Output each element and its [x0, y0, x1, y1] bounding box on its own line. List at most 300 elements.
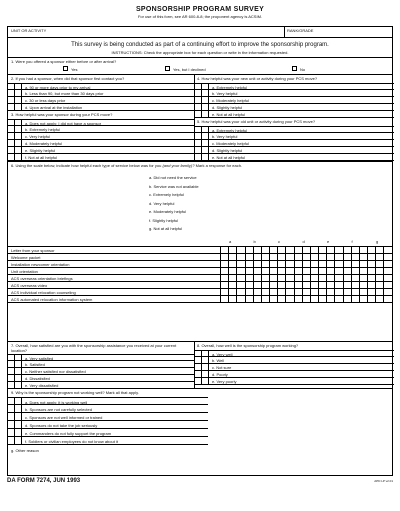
q3-option-row [8, 126, 194, 133]
q5-option-checkbox[interactable] [201, 140, 209, 147]
q6-response-cell[interactable] [318, 275, 326, 281]
q6-block [8, 162, 392, 342]
q6-response-cell[interactable] [334, 254, 342, 260]
q6-response-cell[interactable] [277, 247, 285, 253]
q3-option-row [8, 119, 194, 126]
q4-text: 4. How helpful was your new unit or activity during your PCS move? [197, 76, 318, 81]
q4-option-label: d. Slightly helpful [212, 105, 243, 110]
q5-option-row [195, 147, 394, 154]
q6-response-cell[interactable] [277, 289, 285, 295]
q1-declined-label: Yes, but I declined [173, 67, 206, 72]
q6-response-cell[interactable] [359, 247, 367, 253]
q1-text: 1. Were you offered a sponsor either before or after arrival? [11, 59, 117, 64]
q6-response-cell[interactable] [334, 289, 342, 295]
q6-response-cell[interactable] [245, 289, 253, 295]
q6-response-cell[interactable] [285, 268, 293, 274]
q6-column-letter: f [351, 239, 353, 244]
q6-response-cell[interactable] [367, 268, 375, 274]
q6-response-cell[interactable] [302, 282, 310, 288]
q6-response-cell[interactable] [269, 282, 277, 288]
q6-response-cell[interactable] [228, 275, 236, 281]
q6-response-cell[interactable] [383, 247, 391, 253]
q6-response-cell[interactable] [302, 289, 310, 295]
q6-response-cell[interactable] [375, 261, 383, 267]
q6-response-cell[interactable] [383, 289, 391, 295]
q6-response-cell[interactable] [220, 254, 228, 260]
q5-option-checkbox[interactable] [201, 147, 209, 154]
q9-option-row [8, 437, 208, 445]
q6-response-cell[interactable] [245, 275, 253, 281]
unit-input[interactable] [8, 27, 284, 38]
q2-text: 2. If you had a sponsor, when did that sponsor first contact you? [11, 76, 125, 81]
q6-response-cell[interactable] [236, 289, 244, 295]
q7-q8-block [8, 342, 392, 389]
q6-response-cell[interactable] [253, 254, 261, 260]
q6-response-cell[interactable] [326, 289, 334, 295]
q6-response-cell[interactable] [269, 275, 277, 281]
q7-option-label: c. Neither satisfied nor dissatisfied [25, 369, 86, 374]
q6-response-cell[interactable] [310, 254, 318, 260]
q6-response-cell[interactable] [228, 289, 236, 295]
q8-option-checkbox[interactable] [201, 364, 209, 371]
q6-response-cell[interactable] [253, 296, 261, 302]
q6-column-letter: g [376, 239, 379, 244]
q6-response-cell[interactable] [334, 261, 342, 267]
q6-response-cell[interactable] [253, 247, 261, 253]
q6-response-cell[interactable] [236, 261, 244, 267]
q6-response-cell[interactable] [294, 268, 302, 274]
q6-text: 6. Using the scale below, indicate how helpful each type of service below was for you (and your family)? Mark a response for each. [11, 163, 243, 168]
q6-response-cell[interactable] [277, 296, 285, 302]
q6-response-cell[interactable] [351, 254, 359, 260]
q6-scale-item: e. Moderately helpful [149, 209, 187, 214]
q6-service-row [8, 261, 392, 268]
q6-response-cell[interactable] [228, 282, 236, 288]
q6-response-cell[interactable] [294, 289, 302, 295]
q6-service-row [8, 268, 392, 275]
q6-column-letter: d [302, 239, 305, 244]
q7-option-checkbox[interactable] [14, 361, 22, 368]
q8-option-label: c. Not sure [212, 365, 232, 370]
q6-service-label: ACS overseas video [11, 283, 48, 288]
q5-option-checkbox[interactable] [201, 133, 209, 140]
q6-response-cell[interactable] [367, 296, 375, 302]
q6-response-cell[interactable] [334, 247, 342, 253]
intro-statement: This survey is being conducted as part of a continuing effort to improve the sponsorship program. [71, 42, 329, 48]
q6-scale-item: b. Service was not available [149, 183, 199, 189]
q3-option-checkbox[interactable] [14, 133, 22, 140]
q6-response-cell[interactable] [285, 254, 293, 260]
q6-scale-item: f. Slightly helpful [149, 217, 179, 223]
q8-text: 8. Overall, how well is the sponsorship program working? [197, 343, 299, 348]
q6-grid [8, 246, 392, 302]
q6-response-cell[interactable] [277, 275, 285, 281]
q3-option-label: b. Extremely helpful [25, 127, 61, 132]
q3-option-label: c. Very helpful [25, 134, 51, 139]
q6-response-cell[interactable] [285, 247, 293, 253]
q6-response-cell[interactable] [302, 261, 310, 267]
q6-service-row [8, 247, 392, 254]
q8-option-row [195, 371, 394, 378]
q6-response-cell[interactable] [351, 275, 359, 281]
rank-input[interactable] [285, 27, 393, 38]
q6-response-cell[interactable] [228, 261, 236, 267]
q6-response-cell[interactable] [334, 282, 342, 288]
q6-response-cell[interactable] [359, 268, 367, 274]
q6-response-cell[interactable] [343, 282, 351, 288]
q6-response-cell[interactable] [351, 282, 359, 288]
q6-response-cell[interactable] [253, 261, 261, 267]
q2-option-row [8, 97, 194, 104]
q6-service-row [8, 275, 392, 282]
q6-service-row [8, 296, 392, 303]
q6-response-cell[interactable] [326, 247, 334, 253]
q6-response-cell[interactable] [367, 261, 375, 267]
q6-response-cell[interactable] [343, 296, 351, 302]
form-number: DA FORM 7274, JUN 1993 [7, 478, 81, 484]
q6-response-cell[interactable] [326, 296, 334, 302]
q6-response-cell[interactable] [359, 261, 367, 267]
q6-response-cell[interactable] [310, 268, 318, 274]
q9-other-label: g. Other reason [11, 448, 39, 453]
q6-response-cell[interactable] [351, 247, 359, 253]
q6-response-cell[interactable] [343, 275, 351, 281]
q6-response-cell[interactable] [343, 268, 351, 274]
q9-option-label: e. Commanders do not fully support the program [25, 431, 112, 436]
form-version: APD LP v2.01 [374, 479, 393, 483]
q6-response-cell[interactable] [310, 296, 318, 302]
q6-response-cell[interactable] [245, 261, 253, 267]
q2-option-label: b. Less than 90, but more than 30 days prior [25, 91, 104, 96]
q6-response-cell[interactable] [310, 247, 318, 253]
q6-response-cell[interactable] [351, 261, 359, 267]
q6-response-cell[interactable] [367, 254, 375, 260]
q7-option-checkbox[interactable] [14, 382, 22, 389]
q6-column-letters [8, 238, 392, 246]
q3-option-checkbox[interactable] [14, 147, 22, 154]
q6-response-cell[interactable] [236, 254, 244, 260]
q6-response-cell[interactable] [294, 261, 302, 267]
q6-response-cell[interactable] [220, 275, 228, 281]
q9-other-input[interactable] [38, 447, 388, 473]
q6-response-cell[interactable] [343, 254, 351, 260]
q6-response-cell[interactable] [228, 296, 236, 302]
q6-response-cell[interactable] [383, 254, 391, 260]
q4-option-label: a. Extremely helpful [212, 85, 248, 90]
q6-response-cell[interactable] [302, 247, 310, 253]
q6-service-row [8, 289, 392, 296]
q6-response-cell[interactable] [375, 296, 383, 302]
q6-response-cell[interactable] [294, 254, 302, 260]
q6-response-cell[interactable] [269, 261, 277, 267]
q6-response-cell[interactable] [359, 289, 367, 295]
q6-column-letter: a [229, 239, 232, 244]
q6-response-cell[interactable] [367, 282, 375, 288]
q6-service-label: ACS automated relocation information system [11, 297, 93, 302]
q5-option-row [195, 140, 394, 147]
q7-option-row [8, 382, 194, 389]
q8-option-label: a. Very well [212, 352, 233, 357]
q6-service-label: ACS overseas orientation briefings [11, 276, 73, 281]
q6-response-cell[interactable] [318, 296, 326, 302]
q6-response-cell[interactable] [351, 268, 359, 274]
q6-response-cell[interactable] [253, 289, 261, 295]
q6-response-cell[interactable] [236, 282, 244, 288]
q8-option-checkbox[interactable] [201, 357, 209, 364]
q6-service-label: Unit orientation [11, 269, 38, 274]
q4-option-checkbox[interactable] [201, 104, 209, 111]
q4-option-label: e. Not at all helpful [212, 112, 246, 117]
q6-scale-item: g. Not at all helpful [149, 226, 183, 231]
q9-option-row [8, 397, 208, 405]
q6-response-cell[interactable] [294, 282, 302, 288]
q6-response-cell[interactable] [236, 275, 244, 281]
q6-service-row [8, 254, 392, 261]
q6-response-cell[interactable] [318, 247, 326, 253]
q6-response-cell[interactable] [326, 254, 334, 260]
q4-option-row [195, 111, 394, 118]
intro-instructions: INSTRUCTIONS: Check the appropriate box for each question or write in the information requested. [111, 50, 289, 55]
q6-response-cell[interactable] [302, 254, 310, 260]
q2-option-checkbox[interactable] [14, 104, 22, 111]
q6-response-cell[interactable] [375, 247, 383, 253]
q8-option-checkbox[interactable] [201, 371, 209, 378]
q6-response-cell[interactable] [326, 275, 334, 281]
q7-option-row [8, 354, 194, 361]
q6-response-cell[interactable] [326, 282, 334, 288]
q1-no-checkbox[interactable] [292, 66, 297, 71]
q4-option-label: b. Very helpful [212, 91, 238, 96]
form-frame [7, 26, 393, 476]
q6-response-cell[interactable] [359, 254, 367, 260]
q6-response-cell[interactable] [326, 268, 334, 274]
q9-option-checkbox[interactable] [14, 421, 22, 429]
q6-response-cell[interactable] [261, 247, 269, 253]
q6-response-cell[interactable] [294, 296, 302, 302]
q8-option-label: b. Well [212, 358, 225, 363]
q6-response-cell[interactable] [375, 268, 383, 274]
q6-response-cell[interactable] [245, 247, 253, 253]
q6-response-cell[interactable] [367, 289, 375, 295]
q7-option-checkbox[interactable] [14, 368, 22, 375]
q6-response-cell[interactable] [228, 247, 236, 253]
q6-response-cell[interactable] [253, 275, 261, 281]
rank-field-label: RANK/GRADE [287, 28, 314, 33]
q6-response-cell[interactable] [277, 282, 285, 288]
q6-scale-item: d. Very helpful [149, 200, 175, 206]
q6-response-cell[interactable] [285, 296, 293, 302]
q6-response-cell[interactable] [294, 247, 302, 253]
q6-response-cell[interactable] [343, 247, 351, 253]
q2-q5-block [8, 75, 392, 162]
q1-row [8, 58, 392, 75]
q9-option-label: c. Sponsors are not well informed or trained [25, 415, 103, 420]
q6-scale-item: a. Did not need the service [149, 175, 197, 180]
q6-response-cell[interactable] [277, 254, 285, 260]
q6-response-cell[interactable] [318, 268, 326, 274]
q9-block [8, 389, 392, 477]
q6-response-cell[interactable] [375, 254, 383, 260]
q6-response-cell[interactable] [261, 268, 269, 274]
q5-option-label: c. Moderately helpful [212, 141, 249, 146]
q9-option-checkbox[interactable] [14, 437, 22, 445]
q7-option-checkbox[interactable] [14, 375, 22, 382]
q6-response-cell[interactable] [383, 282, 391, 288]
q6-response-cell[interactable] [277, 268, 285, 274]
q6-response-cell[interactable] [220, 282, 228, 288]
q6-response-cell[interactable] [351, 289, 359, 295]
q6-response-cell[interactable] [245, 296, 253, 302]
q2-option-checkbox[interactable] [14, 90, 22, 97]
q1-yes-checkbox[interactable] [63, 66, 68, 71]
q3-option-checkbox[interactable] [14, 140, 22, 147]
q5-option-row [195, 133, 394, 140]
q6-response-cell[interactable] [334, 268, 342, 274]
q2-option-label: c. 30 or less days prior [25, 98, 66, 103]
q6-response-cell[interactable] [236, 296, 244, 302]
q6-response-cell[interactable] [245, 254, 253, 260]
q6-response-cell[interactable] [245, 268, 253, 274]
q9-option-row [8, 413, 208, 421]
q3-option-label: f. Not at all helpful [25, 155, 58, 160]
q2-option-label: a. 90 or more days prior to my arrival [25, 85, 91, 90]
q9-option-checkbox[interactable] [14, 413, 22, 421]
q6-response-cell[interactable] [285, 289, 293, 295]
q4-option-row [195, 83, 394, 90]
q6-response-cell[interactable] [285, 282, 293, 288]
q6-response-cell[interactable] [220, 268, 228, 274]
q6-response-cell[interactable] [367, 247, 375, 253]
unit-rank-row [8, 27, 392, 38]
q6-response-cell[interactable] [359, 296, 367, 302]
q7-option-row [8, 361, 194, 368]
q4-option-checkbox[interactable] [201, 97, 209, 104]
q3-text: 3. How helpful was your sponsor during your PCS move? [11, 112, 113, 117]
q2-option-checkbox[interactable] [14, 97, 22, 104]
q1-declined-checkbox[interactable] [165, 66, 170, 71]
q6-response-cell[interactable] [261, 289, 269, 295]
q7-text: 7. Overall, how satisfied are you with the sponsorship assistance you received at your current location? [11, 343, 177, 353]
q6-response-cell[interactable] [375, 282, 383, 288]
q6-service-label: Installation newcomer orientation [11, 262, 70, 267]
q3-option-checkbox[interactable] [14, 126, 22, 133]
q6-response-cell[interactable] [383, 268, 391, 274]
q3-option-label: e. Slightly helpful [25, 148, 56, 153]
q6-response-cell[interactable] [253, 268, 261, 274]
q1-yes-label: Yes [71, 67, 78, 72]
q5-option-label: a. Extremely helpful [212, 128, 248, 133]
q6-response-cell[interactable] [269, 254, 277, 260]
q6-response-cell[interactable] [359, 275, 367, 281]
q5-option-row [195, 154, 394, 161]
q4-option-row [195, 90, 394, 97]
q6-response-cell[interactable] [383, 296, 391, 302]
q6-response-cell[interactable] [302, 296, 310, 302]
q6-response-cell[interactable] [318, 254, 326, 260]
q6-response-cell[interactable] [261, 261, 269, 267]
q6-response-cell[interactable] [318, 282, 326, 288]
q6-response-cell[interactable] [302, 268, 310, 274]
q6-response-cell[interactable] [343, 261, 351, 267]
q6-response-cell[interactable] [343, 289, 351, 295]
q6-response-cell[interactable] [220, 261, 228, 267]
q6-response-cell[interactable] [261, 282, 269, 288]
q6-response-cell[interactable] [302, 275, 310, 281]
q6-response-cell[interactable] [359, 282, 367, 288]
q6-service-label: Welcome packet [11, 255, 41, 260]
q7-option-label: b. Satisfied [25, 362, 45, 367]
q5-option-label: b. Very helpful [212, 134, 238, 139]
q6-response-cell[interactable] [261, 254, 269, 260]
q6-response-cell[interactable] [318, 261, 326, 267]
q4-option-label: c. Moderately helpful [212, 98, 249, 103]
q6-response-cell[interactable] [220, 296, 228, 302]
q6-response-cell[interactable] [310, 261, 318, 267]
q6-response-cell[interactable] [326, 261, 334, 267]
q6-response-cell[interactable] [277, 261, 285, 267]
q6-response-cell[interactable] [383, 261, 391, 267]
q6-response-cell[interactable] [367, 275, 375, 281]
q8-option-checkbox[interactable] [201, 378, 209, 385]
q8-option-row [195, 350, 394, 357]
q6-response-cell[interactable] [294, 275, 302, 281]
q6-response-cell[interactable] [383, 275, 391, 281]
q6-response-cell[interactable] [236, 247, 244, 253]
q6-response-cell[interactable] [228, 254, 236, 260]
q6-response-cell[interactable] [351, 296, 359, 302]
q6-response-cell[interactable] [334, 275, 342, 281]
q6-response-cell[interactable] [220, 247, 228, 253]
q6-response-cell[interactable] [269, 268, 277, 274]
q6-response-cell[interactable] [285, 275, 293, 281]
q3-option-label: a. Does not apply; I did not have a sponsor [25, 121, 102, 126]
q6-response-cell[interactable] [228, 268, 236, 274]
q6-response-cell[interactable] [269, 247, 277, 253]
q6-response-cell[interactable] [375, 275, 383, 281]
q6-response-cell[interactable] [236, 268, 244, 274]
q9-option-label: f. Soldiers or civilian employees do not know about it [25, 439, 118, 444]
q8-option-row [195, 378, 394, 385]
q6-response-cell[interactable] [253, 282, 261, 288]
q6-response-cell[interactable] [220, 289, 228, 295]
q6-response-cell[interactable] [334, 296, 342, 302]
q4-option-row [195, 97, 394, 104]
q6-response-cell[interactable] [318, 289, 326, 295]
q5-option-label: e. Not at all helpful [212, 155, 246, 160]
q9-option-row [8, 421, 208, 429]
q2-option-row [8, 90, 194, 97]
q6-response-cell[interactable] [269, 296, 277, 302]
q6-response-cell[interactable] [310, 289, 318, 295]
q6-response-cell[interactable] [261, 275, 269, 281]
q5-option-checkbox[interactable] [201, 154, 209, 161]
q6-response-cell[interactable] [261, 296, 269, 302]
q9-option-row [8, 405, 208, 413]
q4-option-checkbox[interactable] [201, 90, 209, 97]
q3-option-row [8, 140, 194, 147]
q3-option-checkbox[interactable] [14, 154, 22, 161]
q6-response-cell[interactable] [269, 289, 277, 295]
q4-option-checkbox[interactable] [201, 111, 209, 118]
q9-option-checkbox[interactable] [14, 405, 22, 413]
q6-response-cell[interactable] [285, 261, 293, 267]
q6-response-cell[interactable] [310, 275, 318, 281]
q3-option-label: d. Moderately helpful [25, 141, 63, 146]
q6-response-cell[interactable] [245, 282, 253, 288]
q6-response-cell[interactable] [310, 282, 318, 288]
q9-option-checkbox[interactable] [14, 429, 22, 437]
q6-response-cell[interactable] [375, 289, 383, 295]
